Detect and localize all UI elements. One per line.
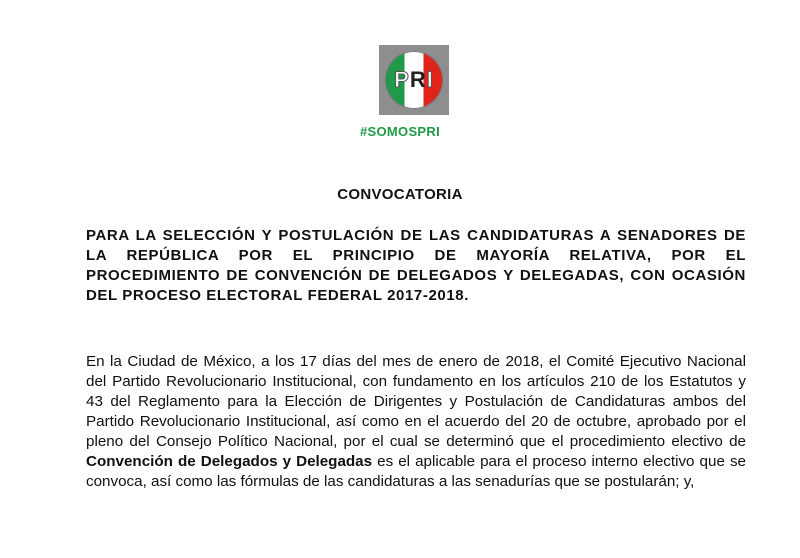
paragraph-bold-phrase: Convención de Delegados y Delegadas: [86, 453, 373, 470]
pri-logo-letters: [394, 67, 434, 93]
pri-logo-emblem: [385, 51, 443, 109]
paragraph-text-end: es el aplicable para el proceso interno electivo que se convoca, así como las fórmulas de las candidaturas a las senadurías que se postularán; y,: [86, 453, 746, 490]
document-heading: CONVOCATORIA: [337, 186, 463, 203]
logo-letter-p: P: [394, 67, 410, 92]
document-subtitle: PARA LA SELECCIÓN Y POSTULACIÓN DE LAS CANDIDATURAS A SENADORES DE LA REPÚBLICA POR EL PRINCIPIO DE MAYORÍA RELATIVA, POR EL PROCEDIMIENTO DE CONVENCIÓN DE DELEGADOS Y DELEGADAS, CON OCASIÓN DEL PROCESO ELECTORAL FEDERAL 2017-2018.: [86, 227, 746, 304]
hashtag: #SOMOSPRI: [360, 124, 440, 139]
intro-paragraph: [86, 352, 746, 492]
pri-logo: [379, 45, 449, 115]
logo-letter-i: I: [426, 67, 434, 92]
logo-letter-r: R: [409, 67, 427, 92]
paragraph-text-start: En la Ciudad de México, a los 17 días del mes de enero de 2018, el Comité Ejecutivo Nacional del Partido Revolucionario Institucional, con fundamento en los artículos 210 de los Estatutos y 43 del Reglamento para la Elección de Dirigentes y Postulación de Candidaturas ambos del Partido Revolucionario Institucional, así como en el acuerdo del 20 de octubre, aprobado por el pleno del Consejo Político Nacional, por el cual se determinó que el procedimiento electivo de: [86, 353, 746, 450]
